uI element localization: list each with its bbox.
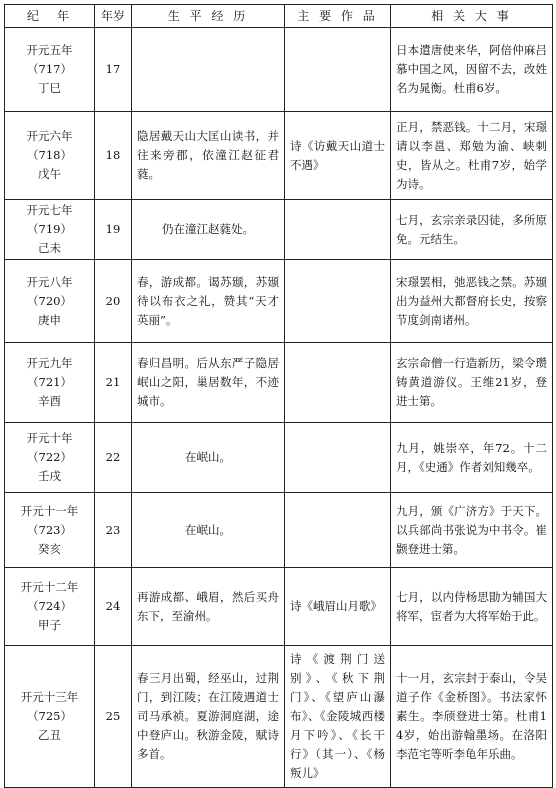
works-cell	[285, 28, 391, 112]
era-year: （724）	[27, 599, 72, 613]
era-ganzhi: 己未	[38, 241, 61, 255]
header-age: 年岁	[95, 5, 132, 28]
era-ganzhi: 壬戌	[38, 469, 61, 483]
era-ganzhi: 庚申	[38, 312, 61, 327]
age-cell: 22	[95, 423, 132, 493]
works-cell: 诗《峨眉山月歌》	[285, 568, 391, 646]
events-cell: 九月，颁《广济方》于天下。以兵部尚书张说为中书令。崔颢登进士第。	[391, 493, 553, 568]
life-cell: 春三月出蜀，经巫山，过荆门，到江陵；在江陵遇道士司马承祯。夏游洞庭湖，途中登庐山。秋游金陵，赋诗多首。	[132, 646, 285, 788]
era-name: 开元七年	[26, 203, 73, 217]
header-life: 生 平 经 历	[132, 5, 285, 28]
table-row	[5, 112, 553, 200]
era-cell	[5, 112, 95, 200]
era-year: （718）	[27, 148, 72, 162]
events-cell: 日本遣唐使来华，阿倍仲麻吕慕中国之风，因留不去，改姓名为晁衡。杜甫6岁。	[391, 28, 553, 112]
life-cell: 在岷山。	[132, 493, 285, 568]
era-year: （721）	[27, 375, 72, 389]
age-cell: 25	[95, 646, 132, 788]
life-cell: 春归昌明。后从东严子隐居岷山之阳，巢居数年，不迹城市。	[132, 343, 285, 423]
era-ganzhi: 辛酉	[38, 394, 61, 408]
age-cell: 19	[95, 200, 132, 260]
life-cell: 仍在潼江赵蕤处。	[132, 200, 285, 260]
age-cell: 24	[95, 568, 132, 646]
era-name: 开元八年	[26, 274, 73, 289]
events-cell: 宋璟罢相，弛恶钱之禁。苏颋出为益州大都督府长史，按察节度剑南诸州。	[391, 260, 553, 343]
era-name: 开元十二年	[20, 580, 79, 594]
era-ganzhi: 丁巳	[38, 81, 61, 95]
era-year: （725）	[27, 709, 72, 723]
works-cell	[285, 260, 391, 343]
era-year: （719）	[27, 222, 72, 236]
life-cell: 春，游成都。谒苏颋，苏颋待以布衣之礼，赞其“天才英丽”。	[132, 260, 285, 343]
table-row	[5, 200, 553, 260]
table-row	[5, 493, 553, 568]
header-era: 纪 年	[5, 5, 95, 28]
works-cell: 诗《访戴天山道士不遇》	[285, 112, 391, 200]
works-cell	[285, 493, 391, 568]
era-ganzhi: 戊午	[38, 167, 61, 181]
chronology-table	[4, 4, 553, 788]
era-ganzhi: 乙丑	[38, 728, 61, 742]
events-cell: 正月，禁恶钱。十二月，宋璟请以李邕、郑勉为渝、峡刺史，皆从之。杜甫7岁，始学为诗。	[391, 112, 553, 200]
era-year: （723）	[27, 522, 72, 537]
era-cell	[5, 646, 95, 788]
table-row	[5, 260, 553, 343]
era-name: 开元五年	[26, 43, 73, 57]
table-row	[5, 28, 553, 112]
age-cell: 23	[95, 493, 132, 568]
table-row	[5, 568, 553, 646]
era-cell	[5, 343, 95, 423]
age-cell: 20	[95, 260, 132, 343]
events-cell: 九月，姚崇卒，年72。十二月，《史通》作者刘知幾卒。	[391, 423, 553, 493]
life-cell	[132, 28, 285, 112]
era-year: （720）	[27, 293, 72, 308]
works-cell	[285, 343, 391, 423]
works-cell: 诗《渡荆门送别》、《秋下荆门》、《望庐山瀑布》、《金陵城西楼月下吟》、《长干行》（其一）、《杨叛儿》	[285, 646, 391, 788]
era-cell	[5, 28, 95, 112]
life-cell: 在岷山。	[132, 423, 285, 493]
header-events: 相 关 大 事	[391, 5, 553, 28]
era-name: 开元十一年	[20, 503, 79, 518]
life-cell: 隐居戴天山大匡山读书，并往来旁郡，依潼江赵征君蕤。	[132, 112, 285, 200]
header-row	[5, 5, 553, 28]
era-name: 开元十年	[26, 431, 73, 445]
era-cell	[5, 568, 95, 646]
era-name: 开元九年	[26, 356, 73, 370]
era-ganzhi: 癸亥	[38, 541, 61, 556]
era-cell	[5, 200, 95, 260]
events-cell: 十一月，玄宗封于泰山，令吴道子作《金桥图》。书法家怀素生。李颀登进士第。杜甫14岁，始出游翰墨场。在洛阳李范宅等听李龟年乐曲。	[391, 646, 553, 788]
header-works: 主 要 作 品	[285, 5, 391, 28]
era-year: （717）	[27, 62, 72, 76]
age-cell: 17	[95, 28, 132, 112]
events-cell: 七月，玄宗亲录囚徒，多所原免。元结生。	[391, 200, 553, 260]
table-wrapper	[4, 4, 553, 788]
era-name: 开元六年	[26, 129, 73, 143]
life-cell: 再游成都、峨眉，然后买舟东下，至渝州。	[132, 568, 285, 646]
era-name: 开元十三年	[20, 690, 79, 704]
works-cell	[285, 200, 391, 260]
era-cell	[5, 493, 95, 568]
era-year: （722）	[27, 450, 72, 464]
era-cell	[5, 423, 95, 493]
events-cell: 七月，以内侍杨思勖为辅国大将军，宦者为大将军始于此。	[391, 568, 553, 646]
events-cell: 玄宗命僧一行造新历，梁令瓒铸黄道游仪。王维21岁，登进士第。	[391, 343, 553, 423]
age-cell: 21	[95, 343, 132, 423]
era-ganzhi: 甲子	[38, 618, 61, 632]
table-row	[5, 343, 553, 423]
table-row	[5, 423, 553, 493]
works-cell	[285, 423, 391, 493]
age-cell: 18	[95, 112, 132, 200]
table-row	[5, 646, 553, 788]
era-cell	[5, 260, 95, 343]
